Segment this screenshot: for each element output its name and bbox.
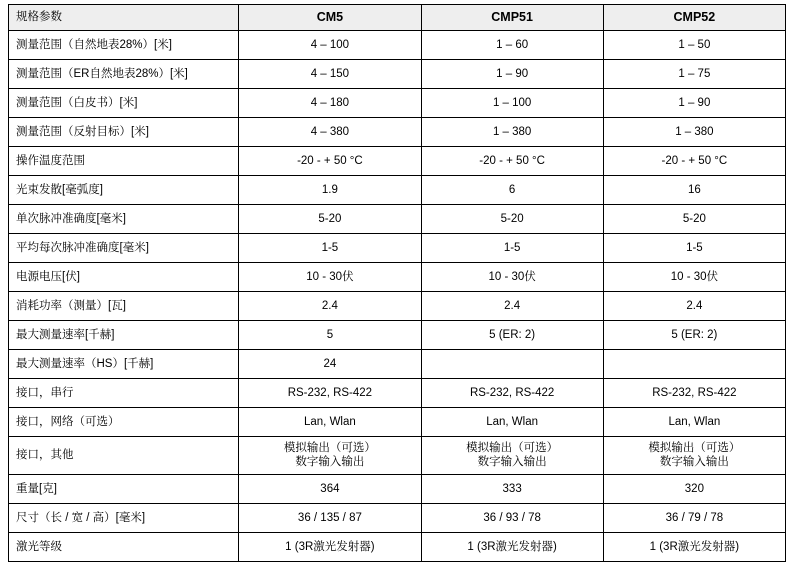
- header-column-cmp51: CMP51: [421, 5, 603, 31]
- row-value-cell: [239, 437, 421, 475]
- row-value-cell: 10 - 30伏: [239, 263, 421, 292]
- row-value-cell: 1 – 100: [421, 89, 603, 118]
- row-value-cell: 10 - 30伏: [421, 263, 603, 292]
- row-value-cell: [421, 437, 603, 475]
- table-row: [9, 147, 786, 176]
- row-parameter-label: 电源电压[伏]: [9, 263, 239, 292]
- row-value-cell: 1 – 90: [421, 60, 603, 89]
- row-value-cell: -20 - + 50 °C: [239, 147, 421, 176]
- value-line: 模拟输出（可选）: [648, 442, 741, 454]
- table-body: [9, 31, 786, 562]
- header-column-cmp52: CMP52: [603, 5, 785, 31]
- header-parameter-label: 规格参数: [9, 5, 239, 31]
- row-parameter-label: 重量[克]: [9, 474, 239, 503]
- row-value-cell: 2.4: [421, 292, 603, 321]
- table-row: [9, 321, 786, 350]
- row-parameter-label: 消耗功率（测量）[瓦]: [9, 292, 239, 321]
- specifications-table: [8, 4, 786, 562]
- row-parameter-label: 单次脉冲准确度[毫米]: [9, 205, 239, 234]
- row-value-cell: 5-20: [239, 205, 421, 234]
- table-row: [9, 379, 786, 408]
- row-value-cell: 1 (3R激光发射器): [239, 532, 421, 561]
- row-parameter-label: 接口，串行: [9, 379, 239, 408]
- row-value-cell: 1.9: [239, 176, 421, 205]
- row-parameter-label: 平均每次脉冲准确度[毫米]: [9, 234, 239, 263]
- row-value-cell: 1-5: [421, 234, 603, 263]
- row-value-cell: 1 – 60: [421, 31, 603, 60]
- row-value-cell: [603, 350, 785, 379]
- table-row: [9, 60, 786, 89]
- value-line: 数字输入输出: [295, 456, 365, 469]
- row-value-cell: 1-5: [603, 234, 785, 263]
- row-value-cell: 5 (ER: 2): [421, 321, 603, 350]
- row-value-cell: 1 – 380: [421, 118, 603, 147]
- row-value-cell: 1 (3R激光发射器): [603, 532, 785, 561]
- row-value-cell: 1 – 90: [603, 89, 785, 118]
- row-value-cell: Lan, Wlan: [239, 408, 421, 437]
- row-parameter-label: 测量范围（白皮书）[米]: [9, 89, 239, 118]
- table-row: [9, 234, 786, 263]
- table-row: [9, 408, 786, 437]
- table-row: [9, 205, 786, 234]
- row-value-cell: 4 – 100: [239, 31, 421, 60]
- row-value-cell: 5: [239, 321, 421, 350]
- row-value-cell: -20 - + 50 °C: [421, 147, 603, 176]
- row-value-cell: 1 – 75: [603, 60, 785, 89]
- row-parameter-label: 光束发散[毫弧度]: [9, 176, 239, 205]
- row-value-cell: 1 – 380: [603, 118, 785, 147]
- row-parameter-label: 测量范围（反射目标）[米]: [9, 118, 239, 147]
- table-row: [9, 176, 786, 205]
- table-row: [9, 263, 786, 292]
- row-value-cell: [421, 350, 603, 379]
- table-row: [9, 532, 786, 561]
- row-parameter-label: 激光等级: [9, 532, 239, 561]
- row-value-cell: 2.4: [603, 292, 785, 321]
- row-value-cell: 5 (ER: 2): [603, 321, 785, 350]
- table-header: [9, 5, 786, 31]
- row-value-cell: 6: [421, 176, 603, 205]
- row-parameter-label: 最大测量速率[千赫]: [9, 321, 239, 350]
- value-line: 模拟输出（可选）: [466, 442, 559, 454]
- table-row: [9, 89, 786, 118]
- table-row: [9, 292, 786, 321]
- table-row: [9, 474, 786, 503]
- row-value-cell: 16: [603, 176, 785, 205]
- row-value-cell: Lan, Wlan: [421, 408, 603, 437]
- row-value-cell: [603, 437, 785, 475]
- row-value-cell: RS-232, RS-422: [239, 379, 421, 408]
- row-value-cell: 1 – 50: [603, 31, 785, 60]
- value-line: 模拟输出（可选）: [283, 442, 376, 454]
- row-parameter-label: 接口，其他: [9, 437, 239, 475]
- row-value-cell: 1 (3R激光发射器): [421, 532, 603, 561]
- row-parameter-label: 测量范围（ER自然地表28%）[米]: [9, 60, 239, 89]
- row-parameter-label: 接口，网络（可选）: [9, 408, 239, 437]
- table-row: [9, 118, 786, 147]
- table-row: [9, 31, 786, 60]
- row-value-cell: 24: [239, 350, 421, 379]
- row-parameter-label: 尺寸（长 / 宽 / 高）[毫米]: [9, 503, 239, 532]
- row-parameter-label: 最大测量速率（HS）[千赫]: [9, 350, 239, 379]
- row-value-cell: 2.4: [239, 292, 421, 321]
- row-value-cell: Lan, Wlan: [603, 408, 785, 437]
- row-value-cell: 4 – 180: [239, 89, 421, 118]
- row-value-cell: 364: [239, 474, 421, 503]
- row-value-cell: 36 / 135 / 87: [239, 503, 421, 532]
- row-value-cell: RS-232, RS-422: [421, 379, 603, 408]
- header-column-cm5: CM5: [239, 5, 421, 31]
- row-value-cell: 320: [603, 474, 785, 503]
- table-row: [9, 437, 786, 475]
- row-value-cell: 1-5: [239, 234, 421, 263]
- row-value-cell: 5-20: [603, 205, 785, 234]
- table-row: [9, 350, 786, 379]
- row-value-cell: 10 - 30伏: [603, 263, 785, 292]
- row-value-cell: 4 – 150: [239, 60, 421, 89]
- row-parameter-label: 操作温度范围: [9, 147, 239, 176]
- row-value-cell: 4 – 380: [239, 118, 421, 147]
- value-line: 数字输入输出: [659, 456, 729, 469]
- row-value-cell: 333: [421, 474, 603, 503]
- row-value-cell: RS-232, RS-422: [603, 379, 785, 408]
- row-parameter-label: 测量范围（自然地表28%）[米]: [9, 31, 239, 60]
- row-value-cell: 5-20: [421, 205, 603, 234]
- row-value-cell: 36 / 93 / 78: [421, 503, 603, 532]
- row-value-cell: -20 - + 50 °C: [603, 147, 785, 176]
- row-value-cell: 36 / 79 / 78: [603, 503, 785, 532]
- value-line: 数字输入输出: [477, 456, 547, 469]
- table-header-row: [9, 5, 786, 31]
- table-row: [9, 503, 786, 532]
